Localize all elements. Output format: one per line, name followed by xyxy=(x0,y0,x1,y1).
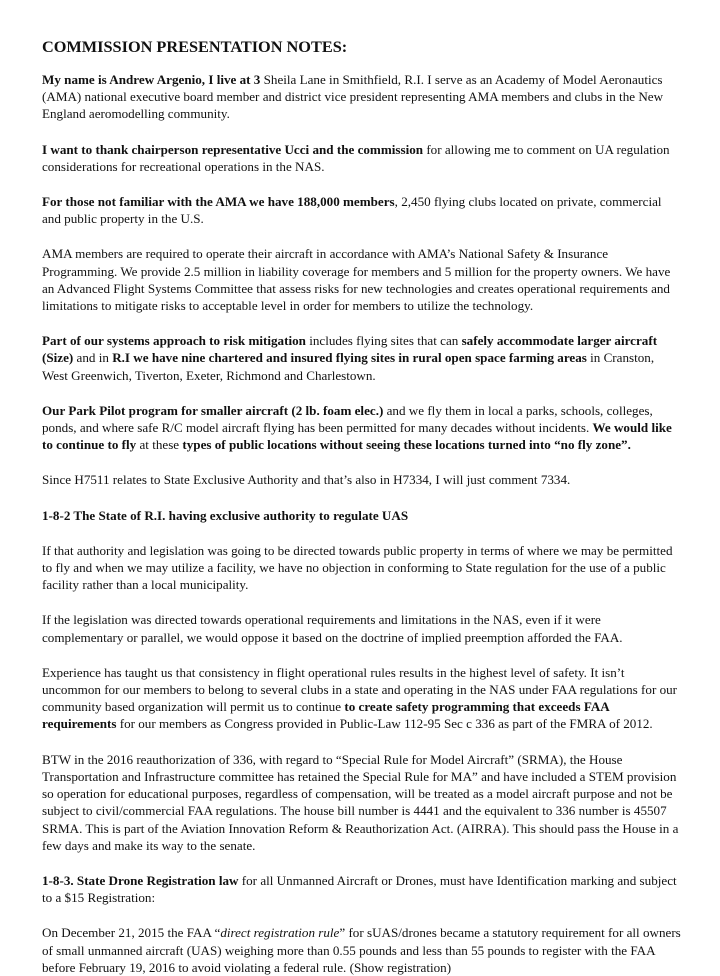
risk-mitigation-bold-1: Part of our systems approach to risk mitigation xyxy=(42,333,306,349)
paragraph-introduction-bold: My name is Andrew Argenio, I live at 3 xyxy=(42,72,261,87)
faa-registration-italic: direct registration rule xyxy=(220,925,340,941)
park-pilot-text-2: at these xyxy=(136,437,183,453)
risk-mitigation-bold-2: safely accommodate larger aircraft (Size) xyxy=(42,333,658,366)
park-pilot-bold-2: We would like to continue to fly xyxy=(42,420,672,453)
paragraph-bill-reference: Since H7511 relates to State Exclusive Authority and that’s also in H7334, I will just comment 7334. xyxy=(42,472,571,488)
paragraph-consistency xyxy=(42,664,682,733)
paragraph-introduction-text: Sheila Lane in Smithfield, R.I. I serve as an Academy of Model Aeronautics (AMA) national executive board member and district vice president representing AMA members and clubs in the New England aeromodelling community. xyxy=(42,72,664,122)
faa-registration-text-1: On December 21, 2015 the FAA “ xyxy=(42,925,221,941)
risk-mitigation-text-1: includes flying sites that can xyxy=(305,333,462,349)
risk-mitigation-text-3: in Cranston, West Greenwich, Tiverton, Exeter, Richmond and Charlestown. xyxy=(42,350,655,383)
registration-law-text: for all Unmanned Aircraft or Drones, must have Identification marking and subject to a $15 Registration: xyxy=(42,872,677,906)
paragraph-faa-registration xyxy=(42,924,682,976)
paragraph-public-property: If that authority and legislation was going to be directed towards public property in terms of where we may be permitted to fly and when we may utilize a facility, we have no objection in conforming to State regulation for the use of a public facility rather than a local municipality. xyxy=(42,542,673,593)
consistency-text-1: Experience has taught us that consistency in flight operational rules results in the highest level of safety. It isn’t uncommon for our members to belong to several clubs in a state and operating in the NAS under FAA regulations for our community based organization will permit us to continue xyxy=(42,664,678,715)
registration-law-bold: 1-8-3. State Drone Registration law xyxy=(42,872,239,888)
section-heading-1-8-2: 1-8-2 The State of R.I. having exclusive authority to regulate UAS xyxy=(42,507,409,523)
paragraph-thanks-bold: I want to thank chairperson representative Ucci and the commission xyxy=(42,141,424,157)
paragraph-introduction xyxy=(42,71,682,123)
paragraph-preemption: If the legislation was directed towards operational requirements and limitations in the NAS, even if it were complementary or parallel, we would oppose it based on the doctrine of implied preemption afforded the FAA. xyxy=(42,612,623,645)
paragraph-safety-program: AMA members are required to operate their aircraft in accordance with AMA’s National Safety & Insurance Programming. We provide 2.5 million in liability coverage for members and 5 million for the property owners. We have an Advanced Flight Systems Committee that assess risks for new technologies and creates operational requirements and limitations to mitigate risks to acceptable level in order for members to utilize the technology. xyxy=(42,246,671,314)
faa-registration-text-2: ” for sUAS/drones became a statutory requirement for all owners of small unmanned aircraft (UAS) weighing more than 0.55 pounds and less than 55 pounds to register with the FAA before February 19, 2016 to avoid violating a federal rule. (Show registration) xyxy=(42,925,681,975)
paragraph-thanks xyxy=(42,141,682,175)
paragraph-risk-mitigation xyxy=(42,332,682,384)
paragraph-registration-law xyxy=(42,872,682,906)
paragraph-membership-bold: For those not familiar with the AMA we have 188,000 members xyxy=(42,194,395,210)
paragraph-thanks-text: for allowing me to comment on UA regulation considerations for recreational operations in the NAS. xyxy=(42,141,670,174)
paragraph-park-pilot xyxy=(42,402,682,454)
park-pilot-text-1: and we fly them in local a parks, schools, colleges, ponds, and where safe R/C model aircraft flying has been permitted for many decades without incidents. xyxy=(42,402,653,436)
consistency-text-2: for our members as Congress provided in Public-Law 112-95 Sec c 336 as part of the FMRA of 2012. xyxy=(116,716,653,732)
paragraph-reauthorization: BTW in the 2016 reauthorization of 336, with regard to “Special Rule for Model Aircraft” (SRMA), the House Transportation and Infrastructure committee has retained the Special Rule for MA” and have included a STEM provision so operation for educational purposes, regardless of compensation, will be treated as a model aircraft purpose and not be subject to civil/commercial FAA regulations. The house bill number is 4441 and the equivalent to 336 number is 45507 SRMA. This is part of the Aviation Innovation Reform & Reauthorization Act. (AIRRA). This should pass the House in a few days and make its way to the senate. xyxy=(42,751,679,853)
park-pilot-bold-1: Our Park Pilot program for smaller aircraft (2 lb. foam elec.) xyxy=(42,402,384,418)
page-title: COMMISSION PRESENTATION NOTES: xyxy=(42,37,348,56)
risk-mitigation-bold-3: R.I we have nine chartered and insured flying sites in rural open space farming areas xyxy=(112,350,587,366)
paragraph-membership xyxy=(42,193,682,227)
consistency-bold: to create safety programming that exceeds FAA requirements xyxy=(42,699,610,732)
park-pilot-bold-3: types of public locations without seeing these locations turned into “no fly zone”. xyxy=(182,437,631,453)
risk-mitigation-text-2: and in xyxy=(73,350,113,366)
paragraph-membership-text: , 2,450 flying clubs located on private, commercial and public property in the U.S. xyxy=(42,194,662,227)
